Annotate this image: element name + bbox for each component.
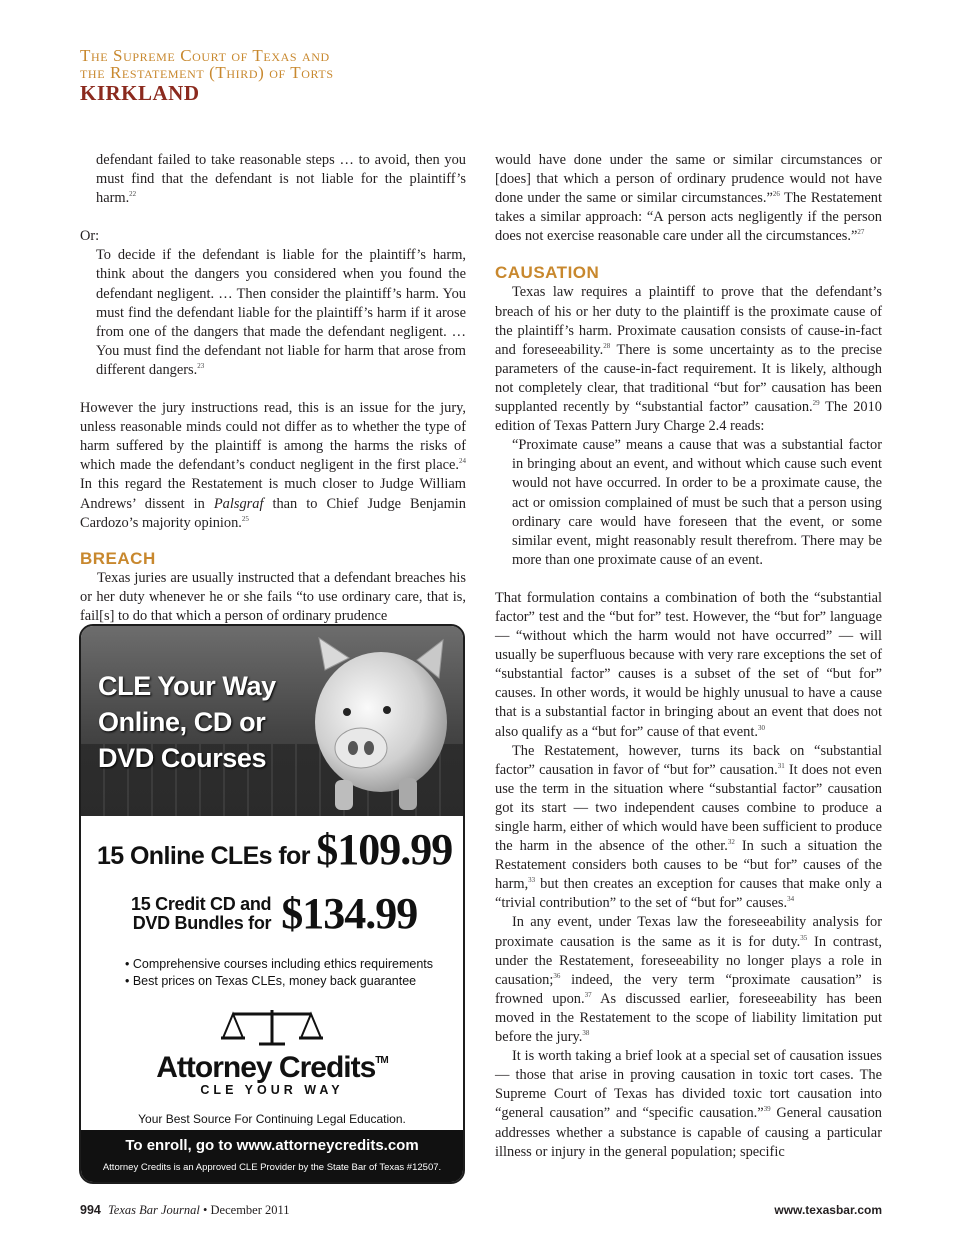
footnote-ref: 26 — [772, 190, 780, 199]
ad-bullet: • Best prices on Texas CLEs, money back guarantee — [125, 974, 417, 988]
bundle-price: $134.99 — [281, 889, 418, 938]
jury-charge-quote-1: defendant failed to take reasonable steps … to avoid, then you must find that the defendant is not liable for the plaintiff’s harm.$^{22}$ — [96, 152, 466, 207]
ad-bullet: • Comprehensive courses including ethics requirements — [125, 957, 433, 971]
attorney-credits-logo: Attorney Credits™ — [156, 1051, 388, 1084]
ad-headline-line: Online, CD or — [98, 707, 266, 737]
body-paragraph: The Restatement, however, turns its back on “substantial factor” causation in favor of “but for” causation.$^{31}$ It does not even use the term in the situation where “substantial factor” causation got its start — two independent causes combine to produce a single harm, either of which would have been sufficient to produce the harm in the absence of the other.$^{32}$ In such a situation the Restatement considers both causes to be “but for” causes of the harm,$^{33}$ but then creates an exception for causes that make only a “trivial contribution” to the set of “but for” causes.$^{34}$ — [495, 742, 882, 912]
footnote-ref: 35 — [800, 933, 808, 942]
footnote-ref: 29 — [812, 399, 820, 408]
footnote-ref: 33 — [528, 876, 536, 885]
footnote-ref: 39 — [763, 1105, 771, 1114]
piggy-bank-icon — [299, 630, 459, 816]
footnote-ref: 30 — [757, 723, 765, 732]
ad-headline-line: DVD Courses — [98, 743, 267, 773]
ad-headline-line: CLE Your Way — [98, 671, 276, 701]
body-paragraph: It is worth taking a brief look at a special set of causation issues — those that arise in proving causation in toxic tort cases. The Supreme Court of Texas has divided toxic tort causation into “general causation” and “specific causation.”$^{39}$ General causation addresses whether a substance is capable of causing a particular illness or injury in the general population; specific — [495, 1048, 882, 1160]
issue-date: December 2011 — [210, 1203, 290, 1217]
journal-name: Texas Bar Journal — [107, 1203, 200, 1217]
article-title-line-2: the Restatement (Third) of Torts — [80, 63, 334, 82]
right-column — [495, 151, 882, 1162]
footnote-ref: 23 — [197, 361, 205, 370]
footnote-ref: 32 — [727, 838, 735, 847]
ad-photo — [81, 626, 463, 816]
running-header — [80, 47, 334, 104]
section-heading-causation: CAUSATION — [495, 263, 600, 283]
scales-of-justice-icon — [219, 1008, 325, 1048]
ad-slogan: Your Best Source For Continuing Legal Education. — [138, 1112, 406, 1126]
ad-tagline: CLE YOUR WAY — [200, 1083, 344, 1097]
case-name: Palsgraf — [213, 495, 264, 512]
ad-headline — [98, 668, 276, 776]
article-author: KIRKLAND — [80, 81, 200, 105]
body-paragraph: However the jury instructions read, this is an issue for the jury, unless reasonable minds could not differ as to whether the type of harm suffered by the plaintiff is among the harms the risks of which made the defendant’s conduct negligent in the first place.$^{24}$ In this regard the Restatement is much closer to Judge William Andrews’ dissent in Palsgraf than to Chief Judge Benjamin Cardozo’s majority opinion.$^{25}$ — [80, 400, 466, 531]
online-cle-offer: 15 Online CLEs for $109.99 — [97, 825, 453, 874]
body-paragraph: Texas law requires a plaintiff to prove that the defendant’s breach of his or her duty to the plaintiff is the proximate cause of the plaintiff’s harm. Proximate causation consists of cause-in-fact and foreseeability.$^{28}$ There is some uncertainty as to the precise parameters of the cause-in-fact requirement. It is likely, although not completely clear, that traditional “but for” causation has been supplanted recently by “substantial factor” causation.$^{29}$ The 2010 edition of Texas Pattern Jury Charge 2.4 reads: — [495, 284, 883, 435]
or-label: Or: — [80, 228, 100, 245]
footnote-ref: 34 — [787, 895, 795, 904]
section-heading-breach: BREACH — [80, 548, 156, 568]
article-title-line-1: The Supreme Court of Texas and — [80, 46, 330, 65]
footnote-ref: 37 — [584, 990, 592, 999]
jury-charge-quote-2: To decide if the defendant is liable for the plaintiff’s harm, think about the dangers you considered when you found the defendant negligent. … Then consider the plaintiff’s harm. You must find the defendant liable for the plaintiff’s harm if it arose from one of the dangers that made the defendant negligent. … You must find the defendant not liable for harm that arose from different dangers.$^{23}$ — [96, 247, 466, 378]
body-paragraph: That formulation contains a combination of both the “substantial factor” test and the “but for” test. However, the “but for” language — “without which the harm would not have occurred” — will usually be superfluous because with very rare exceptions the set of “substantial factor” causes is a subset of the set of “but for” causes. In other words, it would be highly unusual to have a cause that is a substantial factor in bringing about an event that does not also qualify as a “but for” cause of that event.$^{30}$ — [495, 589, 882, 740]
footnote-ref: 36 — [553, 971, 561, 980]
footnote-ref: 27 — [857, 228, 865, 237]
attorney-credits-advertisement[interactable] — [79, 624, 465, 1184]
page-footer: 994 Texas Bar Journal • December 2011 — [80, 1203, 290, 1217]
body-paragraph: would have done under the same or similar circumstances or [does] that which a person of ordinary prudence would not have done under the same or similar circumstances.”$^{26}$ The Restatement takes a similar approach: “A person acts negligently if the person does not exercise reasonable care under all the circumstances.”$^{27}$ — [495, 152, 882, 245]
body-paragraph: In any event, under Texas law the foreseeability analysis for proximate causation is the same as it is for duty.$^{35}$ In contrast, under the Restatement, foreseeability no longer plays a role in causation;$^{36}$ indeed, the very term “proximate causation” is frowned upon.$^{37}$ As discussed earlier, foreseeability has been moved in the Restatement to the scope of liability limitation put before the jury.$^{38}$ — [495, 914, 882, 1046]
footnote-ref: 24 — [459, 457, 466, 466]
footnote-ref: 28 — [603, 341, 611, 350]
bundle-offer: 15 Credit CD and DVD Bundles for $134.99 — [131, 889, 418, 938]
footnote-ref: 31 — [777, 761, 785, 770]
page-number: 994 — [80, 1203, 101, 1217]
ad-bullet-list — [125, 956, 433, 990]
footnote-ref: 25 — [241, 514, 249, 523]
footnote-ref: 22 — [129, 190, 137, 199]
website-link[interactable]: www.texasbar.com — [774, 1203, 882, 1217]
body-paragraph: Texas juries are usually instructed that a defendant breaches his or her duty whenever he or she fails “to use ordinary care, that is, fail[s] to do that which a person of ordinary prudence — [80, 569, 466, 624]
footnote-ref: 38 — [582, 1029, 590, 1038]
ad-enroll-bar — [81, 1130, 463, 1182]
pattern-jury-charge-quote: “Proximate cause” means a cause that was a substantial factor in bringing about an event, and without which cause such event would not have occurred. In order to be a proximate cause, the act or omission complained of must be such that a person using ordinary care would have foreseen that the event, or some similar event, might reasonably result therefrom. There may be more than one proximate cause of an event. — [512, 437, 882, 568]
provider-note: Attorney Credits is an Approved CLE Provider by the State Bar of Texas #12507. — [102, 1162, 442, 1173]
left-column — [80, 151, 466, 626]
enroll-link[interactable]: To enroll, go to www.attorneycredits.com — [125, 1137, 419, 1154]
online-cle-price: $109.99 — [316, 825, 453, 874]
